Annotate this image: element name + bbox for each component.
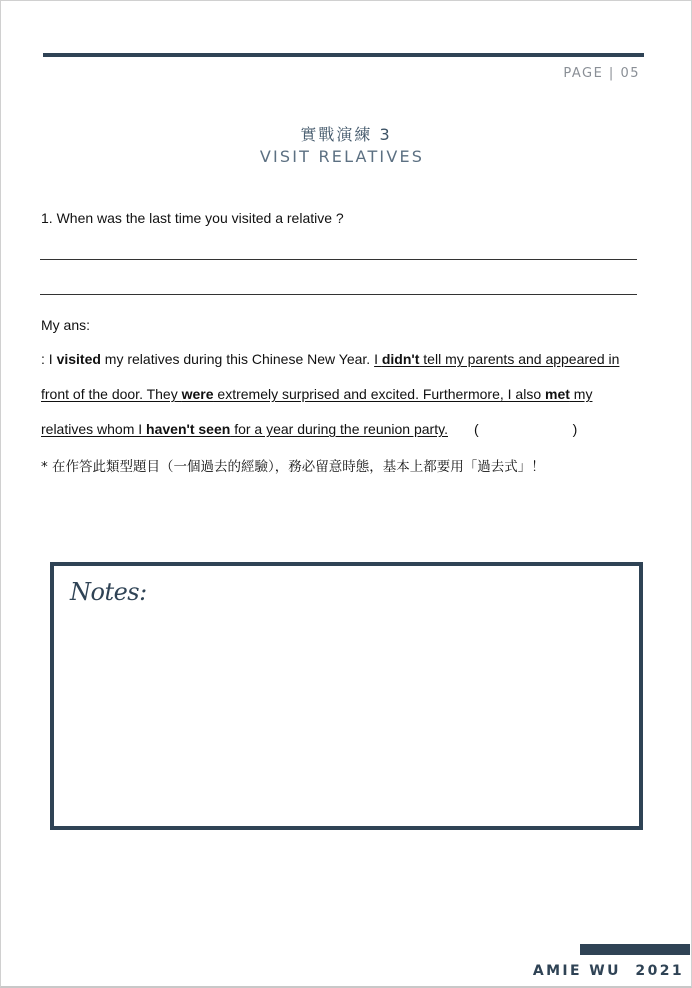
paren-open: ( bbox=[473, 421, 479, 437]
answer-text-line-1 bbox=[41, 351, 619, 367]
page-number: PAGE | 05 bbox=[563, 66, 640, 81]
paren-close: ) bbox=[572, 421, 578, 437]
answer-underlined-text: relatives whom I bbox=[41, 421, 147, 437]
answer-underlined-text: front of the door. They bbox=[41, 386, 182, 402]
notes-box[interactable] bbox=[50, 562, 643, 830]
answer-text-line-2 bbox=[41, 386, 592, 402]
notes-title: Notes: bbox=[70, 578, 147, 606]
title-chinese: 實戰演練 3 bbox=[300, 125, 392, 144]
title-english: VISIT RELATIVES bbox=[259, 147, 425, 166]
answer-underlined-text: my bbox=[569, 386, 593, 402]
answer-label: My ans: bbox=[41, 317, 91, 333]
answer-underlined-text: extremely surprised and excited. Furthermore, I also bbox=[213, 386, 545, 402]
answer-text-line-3 bbox=[41, 421, 577, 437]
answer-verb: were bbox=[181, 386, 214, 402]
answer-text: : I bbox=[41, 351, 57, 367]
footer-author: AMIE WU 2021 bbox=[532, 963, 684, 979]
answer-text: my relatives during this Chinese New Year. bbox=[100, 351, 375, 367]
answer-verb: visited bbox=[56, 351, 101, 367]
footer-bar bbox=[580, 944, 690, 955]
tense-note: * 在作答此類型題目（一個過去的經驗），務必留意時態，基本上都要用「過去式」！ bbox=[41, 459, 545, 475]
question-text: 1. When was the last time you visited a relative ? bbox=[41, 210, 344, 226]
answer-verb: didn't bbox=[381, 351, 420, 367]
answer-verb: met bbox=[545, 386, 570, 402]
answer-line bbox=[40, 294, 637, 295]
answer-underlined-text: tell my parents and appeared in bbox=[419, 351, 620, 367]
answer-underlined-text: I bbox=[374, 351, 382, 367]
answer-underlined-text: for a year during the reunion party. bbox=[230, 421, 448, 437]
answer-verb: haven't seen bbox=[146, 421, 231, 437]
top-rule bbox=[43, 53, 644, 57]
answer-line bbox=[40, 259, 637, 260]
